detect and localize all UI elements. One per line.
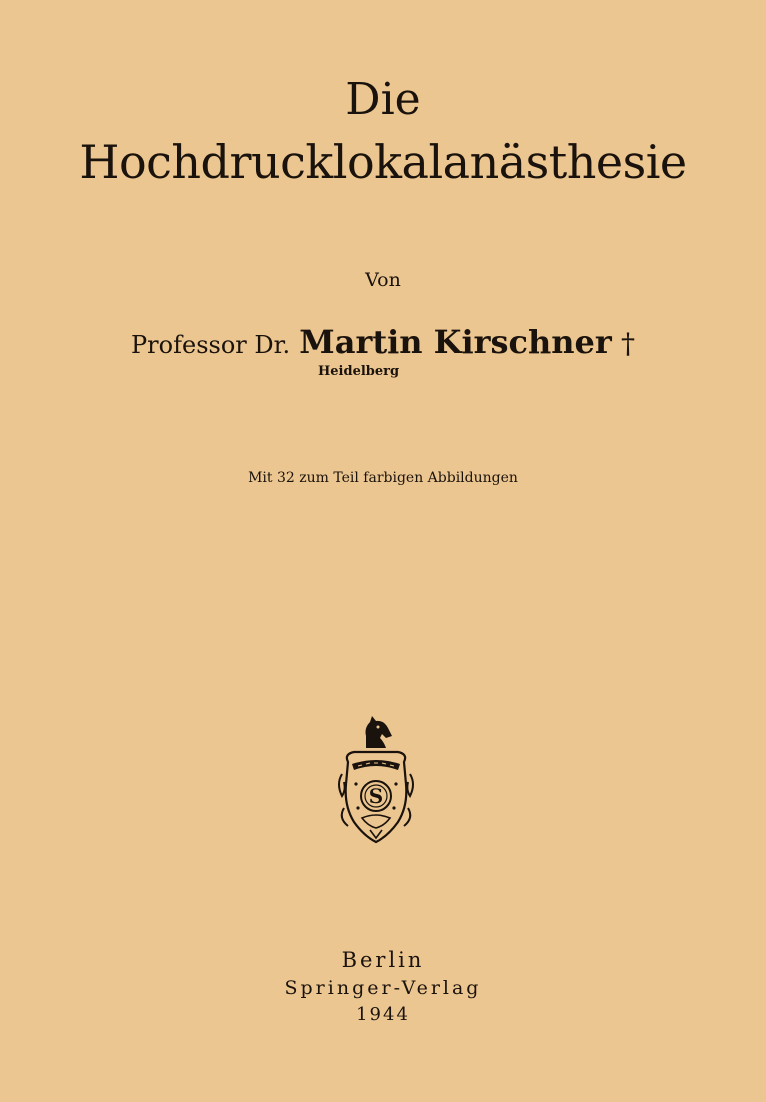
author-affiliation: Heidelberg [318, 364, 400, 379]
byline: Von [365, 269, 401, 291]
springer-knight-emblem-icon [336, 714, 416, 846]
book-title-line-2: Hochdrucklokalanästhesie [79, 135, 687, 189]
author-line [0, 322, 766, 365]
publication-year: 1944 [356, 1004, 410, 1025]
author-honorific: Professor Dr. [131, 331, 291, 359]
book-title-line-1: Die [345, 74, 421, 125]
publisher-name: Springer-Verlag [284, 977, 482, 999]
svg-text:S: S [368, 784, 384, 808]
deceased-dagger: † [620, 327, 635, 360]
author-name: Martin Kirschner [299, 323, 612, 361]
publisher-city: Berlin [341, 948, 425, 972]
illustrations-note: Mit 32 zum Teil farbigen Abbildungen [248, 470, 518, 486]
